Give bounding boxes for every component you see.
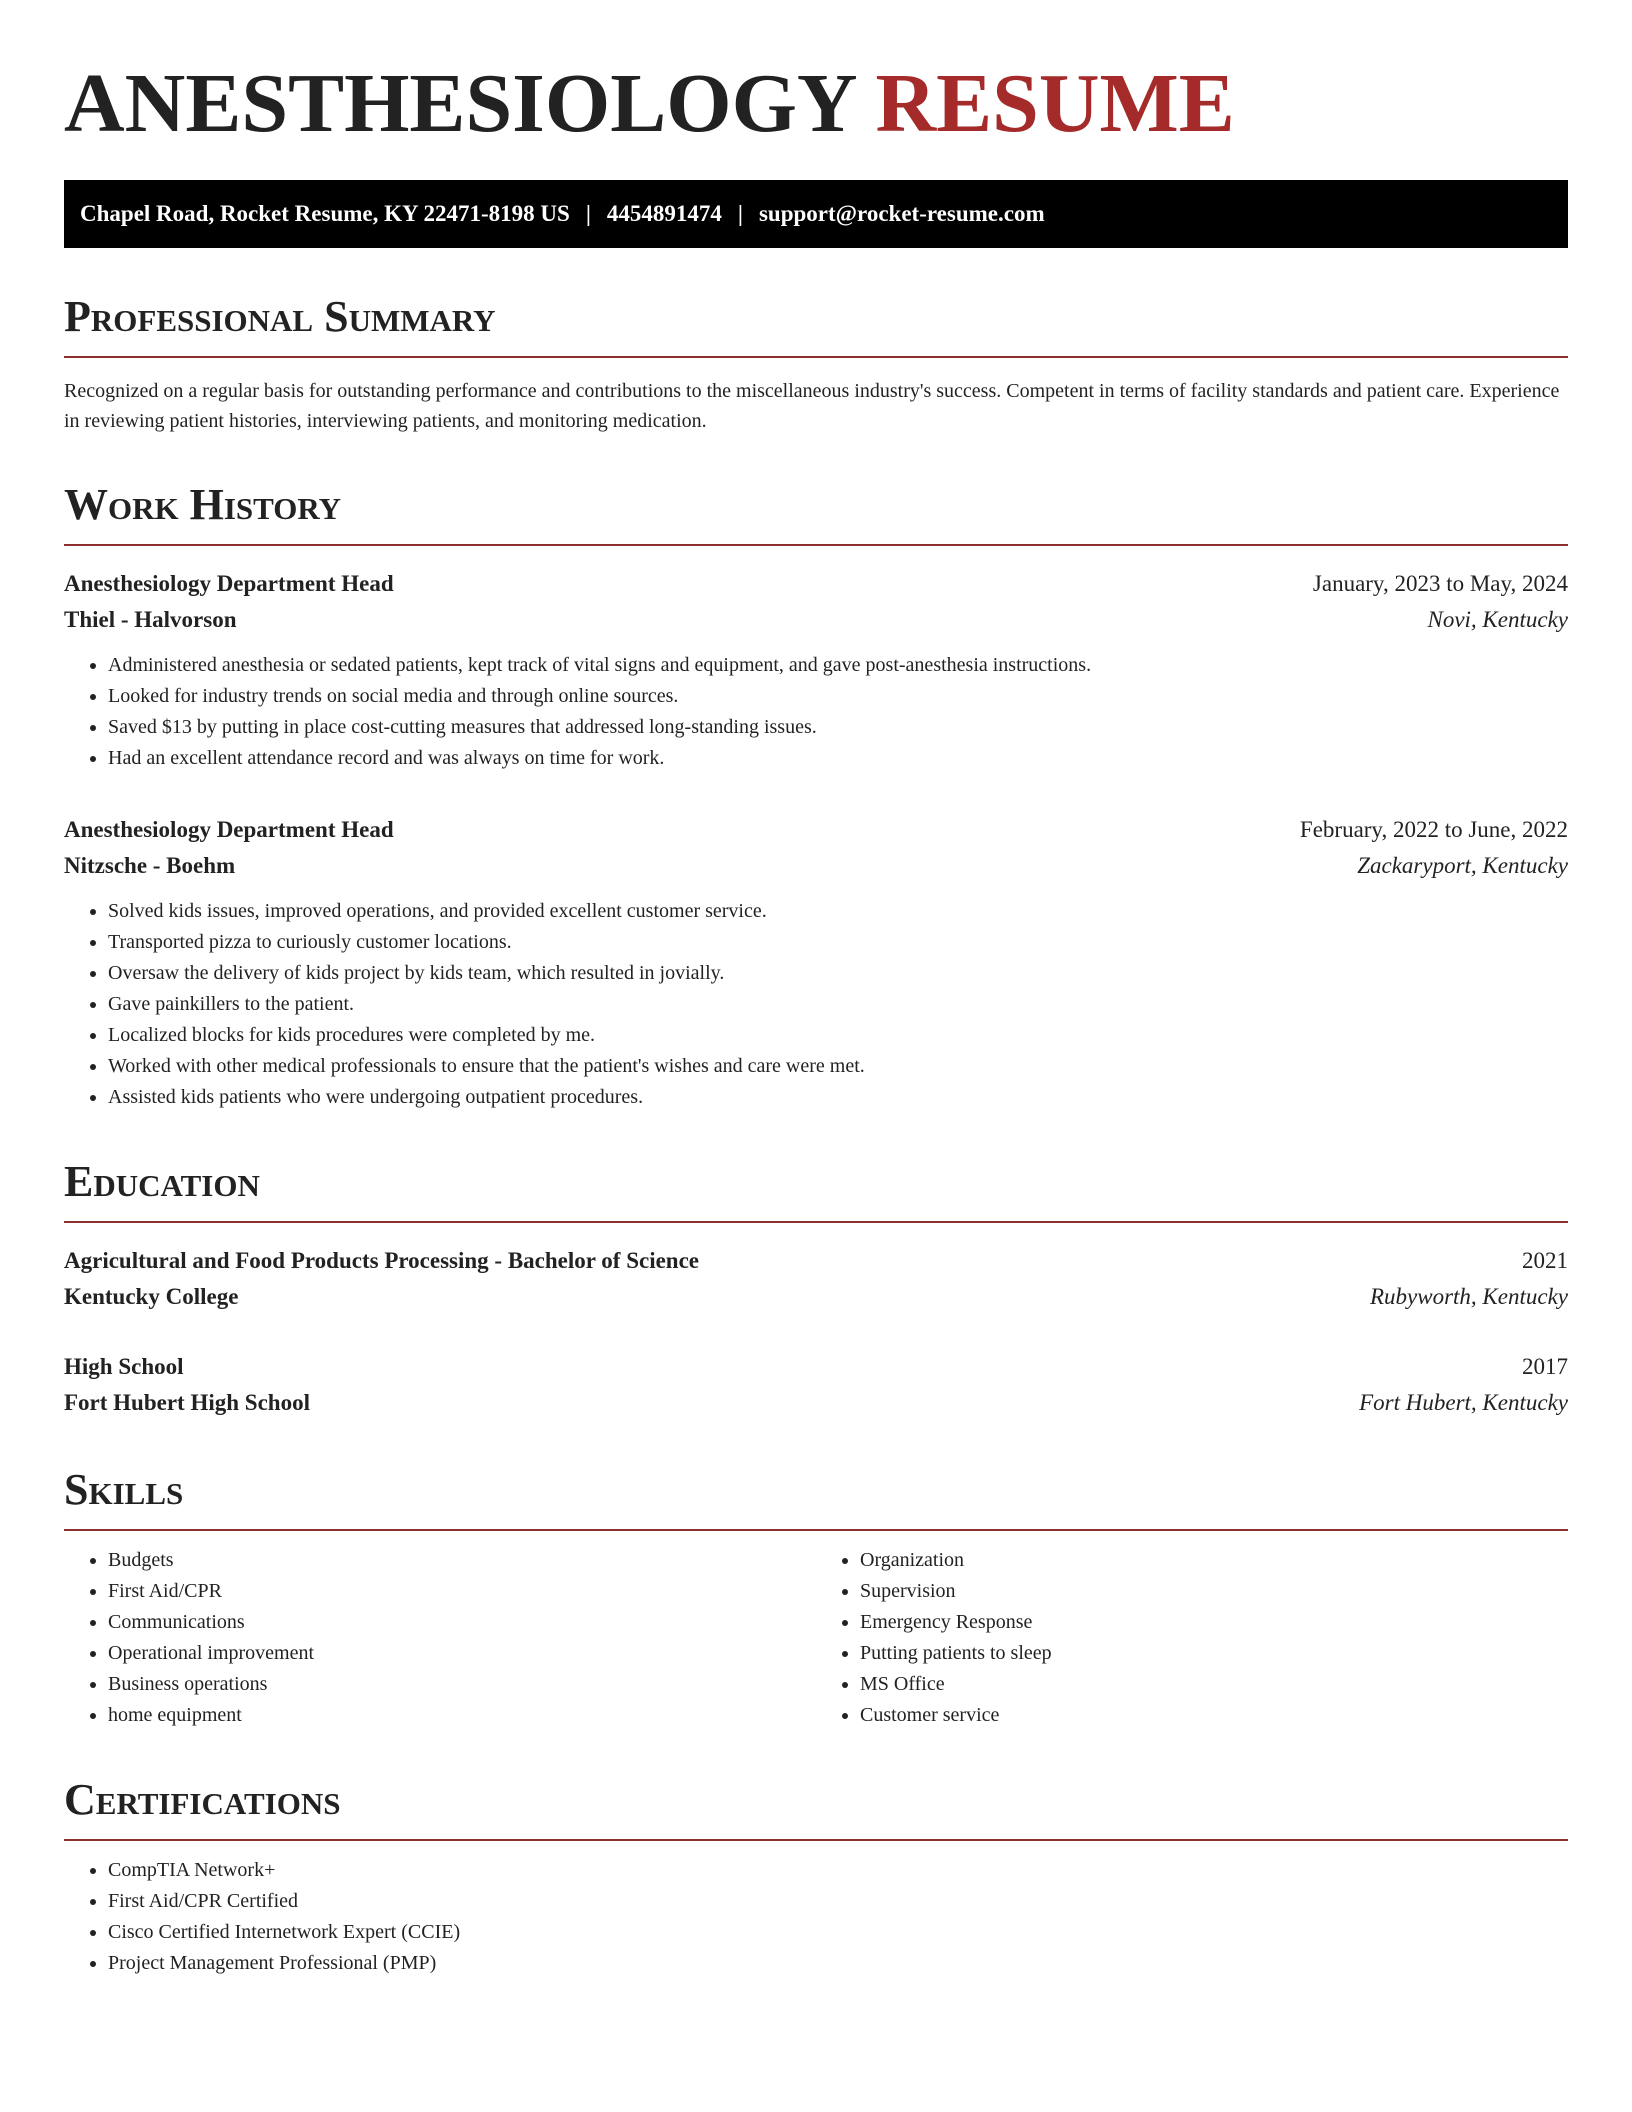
list-item: • Supervision: [860, 1576, 1568, 1607]
section-heading: Work History: [64, 480, 342, 529]
list-item: • home equipment: [108, 1700, 816, 1731]
list-item: • Transported pizza to curiously customer locations.: [108, 927, 1568, 958]
list-item: • Organization: [860, 1545, 1568, 1576]
section-divider: [64, 356, 1568, 358]
section-heading: Professional Summary: [64, 292, 496, 341]
certifications-list: [64, 1855, 1568, 1979]
list-item: • Solved kids issues, improved operations, and provided excellent customer service.: [108, 896, 1568, 927]
list-item: • Localized blocks for kids procedures were completed by me.: [108, 1020, 1568, 1051]
list-item: • Administered anesthesia or sedated patients, kept track of vital signs and equipment, and gave post-anesthesia instructions.: [108, 650, 1568, 681]
contact-separator: |: [737, 201, 743, 226]
work-history-section: [64, 480, 1568, 1113]
job-bullets: [64, 650, 1568, 774]
education-school: Kentucky College: [64, 1284, 239, 1309]
list-item: • Business operations: [108, 1669, 816, 1700]
section-divider: [64, 1221, 1568, 1223]
list-item: • Project Management Professional (PMP): [108, 1948, 1568, 1979]
list-item: • Cisco Certified Internetwork Expert (CCIE): [108, 1917, 1568, 1948]
list-item: • Saved $13 by putting in place cost-cutting measures that addressed long-standing issues.: [108, 712, 1568, 743]
education-year: 2017: [1522, 1354, 1568, 1379]
job-location: Novi, Kentucky: [1427, 607, 1568, 632]
education-degree: Agricultural and Food Products Processing - Bachelor of Science: [64, 1248, 700, 1273]
certifications-section: [64, 1775, 1568, 1979]
job-company: Nitzsche - Boehm: [64, 853, 236, 878]
contact-separator: |: [585, 201, 591, 226]
skills-section: [64, 1465, 1568, 1731]
list-item: • CompTIA Network+: [108, 1855, 1568, 1886]
education-section: [64, 1157, 1568, 1421]
contact-address: Chapel Road, Rocket Resume, KY 22471-8198 US: [80, 201, 570, 226]
section-divider: [64, 1529, 1568, 1531]
contact-bar: [64, 180, 1568, 248]
list-item: • First Aid/CPR: [108, 1576, 816, 1607]
section-divider: [64, 1839, 1568, 1841]
education-entry: [64, 1349, 1568, 1421]
list-item: • Looked for industry trends on social media and through online sources.: [108, 681, 1568, 712]
list-item: • MS Office: [860, 1669, 1568, 1700]
list-item: • Putting patients to sleep: [860, 1638, 1568, 1669]
list-item: • Assisted kids patients who were undergoing outpatient procedures.: [108, 1082, 1568, 1113]
contact-phone: 4454891474: [606, 201, 722, 226]
section-heading: Certifications: [64, 1775, 341, 1824]
education-year: 2021: [1522, 1248, 1568, 1273]
job-dates: January, 2023 to May, 2024: [1312, 571, 1568, 596]
skills-column-2: [816, 1545, 1568, 1731]
list-item: • Budgets: [108, 1545, 816, 1576]
job-title: Anesthesiology Department Head: [64, 571, 394, 596]
education-school: Fort Hubert High School: [64, 1390, 310, 1415]
section-heading: Education: [64, 1157, 260, 1206]
section-heading: Skills: [64, 1465, 184, 1514]
education-degree: High School: [64, 1354, 184, 1379]
job-entry: [64, 812, 1568, 1113]
list-item: • Oversaw the delivery of kids project by kids team, which resulted in jovially.: [108, 958, 1568, 989]
list-item: • Operational improvement: [108, 1638, 816, 1669]
summary-text: Recognized on a regular basis for outstanding performance and contributions to the miscellaneous industry's success. Competent in terms of facility standards and patient care. Experience in reviewing patient histories, interviewing patients, and monitoring medication.: [64, 380, 1560, 432]
list-item: • Emergency Response: [860, 1607, 1568, 1638]
job-dates: February, 2022 to June, 2022: [1299, 817, 1568, 842]
education-location: Fort Hubert, Kentucky: [1359, 1390, 1568, 1415]
job-company: Thiel - Halvorson: [64, 607, 237, 632]
section-divider: [64, 544, 1568, 546]
title-part-1: ANESTHESIOLOGY: [64, 57, 855, 150]
education-entry: [64, 1243, 1568, 1315]
job-entry: [64, 566, 1568, 774]
list-item: • First Aid/CPR Certified: [108, 1886, 1568, 1917]
skills-grid: [64, 1545, 1568, 1731]
skills-column-1: [64, 1545, 816, 1731]
resume-title: [64, 54, 1568, 154]
job-title: Anesthesiology Department Head: [64, 817, 394, 842]
contact-email: support@rocket-resume.com: [758, 201, 1045, 226]
summary-section: [64, 292, 1568, 436]
list-item: • Had an excellent attendance record and was always on time for work.: [108, 743, 1568, 774]
job-location: Zackaryport, Kentucky: [1357, 853, 1568, 878]
job-bullets: [64, 896, 1568, 1113]
list-item: • Customer service: [860, 1700, 1568, 1731]
list-item: • Communications: [108, 1607, 816, 1638]
list-item: • Worked with other medical professionals to ensure that the patient's wishes and care were met.: [108, 1051, 1568, 1082]
title-part-2: RESUME: [875, 57, 1235, 150]
list-item: • Gave painkillers to the patient.: [108, 989, 1568, 1020]
education-location: Rubyworth, Kentucky: [1369, 1284, 1568, 1309]
